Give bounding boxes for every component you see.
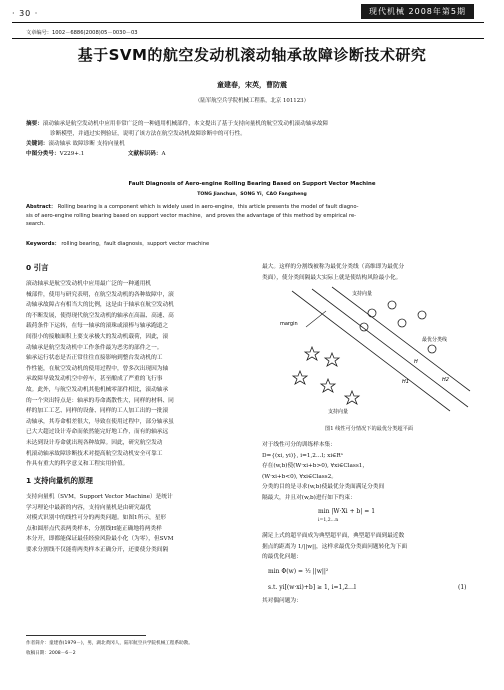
right-para-top (262, 262, 476, 283)
star-point (293, 371, 307, 384)
footnote-received: 收稿日期：2008－6－2 (26, 651, 76, 656)
english-keywords (26, 240, 478, 247)
english-authors: TONG Jianchun，SONG Yi，CAO Fangzheng (197, 192, 307, 197)
english-abstract-line1: Rolling bearing is a component which is widely used in aero-engine，this article presents the model of fault diagno- (57, 204, 359, 210)
english-abstract (26, 203, 478, 229)
text-line: 承故障导致发动机空中停车，甚至酿成了严重的飞行事 (26, 376, 163, 383)
text-line: 的一个突出特点是：轴承的寿命离散性大，同样的材料、同 (26, 397, 174, 404)
keywords-label: 关键词： (26, 141, 49, 147)
class1-stars (293, 347, 359, 404)
text-line: 满足上式的超平面成为典型超平面，典型超平面到最近数 (262, 533, 405, 539)
label-optimal: 最优分类线 (422, 337, 448, 343)
text-line: 已大大超过设计寿命而依然能完好地工作，而有的轴承远 (26, 429, 169, 436)
page-number: · 30 · (12, 9, 39, 18)
article-number: 文章编号：1002－6886(2008)05－0030－03 (26, 30, 138, 36)
abstract-text-1: 滚动轴承是航空发动机中应用非常广泛的一种通用机械部件，本文提出了基于支持向量机的航空发动机滚动轴承故障 (42, 121, 329, 127)
text-line: 动轴承故障占有相当大的比例，这是由于轴承在航空发动机 (26, 302, 174, 309)
figure-caption: 图1 线性可分情况下的最优分类超平面 (325, 426, 413, 432)
english-title: Fault Diagnosis of Aero-engine Rolling Bearing Based on Support Vector Machine (128, 181, 376, 187)
text-line: 的不断发展，使得现代航空发动机的轴承在高温、高速、高 (26, 312, 174, 319)
text-line: 本分开，即都能保证最佳经验风险最小化（为零），但SVM (26, 536, 174, 543)
section-1-body (26, 492, 248, 556)
header-rule (12, 22, 484, 23)
equation-number: (1) (458, 584, 467, 591)
text-line: 动轴承是航空发动机中工作条件最为恶劣的部件之一。 (26, 344, 163, 351)
circle-point (368, 309, 376, 317)
label-sv-top: 支持向量 (352, 291, 373, 297)
text-line: 对于线性可分的训练样本集： (262, 442, 336, 448)
text-line: 支持向量机（SVM，Support Vector Machine）是统计 (26, 494, 173, 500)
text-line: 作具有重大的科学意义和工程实用价值。 (26, 461, 129, 468)
label-h1: H1 (402, 379, 409, 385)
abstract-text-2: 诊断模型，并通过实例验证，说明了该方法在航空发动机故障诊断中的可行性。 (50, 131, 246, 137)
text-line: 最大。这样的分割线被称为最优分类线（高维即为最优分 (262, 264, 405, 270)
english-abstract-line3: search. (26, 221, 45, 227)
paper-title: 基于SVM的航空发动机滚动轴承故障诊断技术研究 (77, 46, 427, 64)
text-line: 的最优化问题： (262, 554, 302, 561)
text-line: (W·xi+b<0), ∀xi∈Class2。 (262, 473, 337, 480)
margin-arrow (306, 311, 326, 327)
text-line: 动轴承，其寿命相差很大，导致在使用过程中，部分轴承虽 (26, 418, 174, 425)
section-1-heading: 1 支持向量机的原理 (26, 476, 93, 485)
text-line: 要求分割线不仅能将两类样本正确分开，还要使分类间隔 (26, 546, 169, 553)
text-line: 未达到设计寿命就出现各种故障。因此，研究航空发动 (26, 439, 163, 446)
class2-circles (360, 301, 436, 353)
dual-problem-text: 其对偶问题为： (262, 598, 302, 604)
doc-code-label: 文献标识码： (127, 151, 162, 157)
text-line: 间很小的接触面积上要支承极大的发动机载荷，因此，滚 (26, 333, 169, 340)
star-point (305, 347, 319, 360)
text-line: 隔最大，并且对(w,b)进行如下约束： (262, 494, 356, 501)
author-list: 童建春，宋英，曹防震 (217, 80, 287, 89)
english-keywords-label: Keywords： (26, 241, 60, 247)
keywords-text: 滚动轴承 故障诊断 支持向量机 (48, 141, 125, 147)
text-line: 类面），使分类间隔最大实际上就是使结构风险最小化。 (262, 274, 402, 281)
equation-objective: min Φ(w) = ½ ||w||² (268, 568, 329, 575)
circle-point (388, 301, 396, 309)
english-keywords-text: rolling bearing，fault diagnosis，support vector machine (61, 241, 210, 247)
equation-constraint: s.t. yi[(w·xi)+b] ≥ 1, i=1,2…l (268, 584, 356, 591)
text-line: 分类的目的是寻求(w,b)使最优分类面满足分类间 (262, 484, 385, 491)
line-h2 (332, 287, 470, 391)
abstract-cn (26, 119, 478, 159)
label-h: H (414, 359, 418, 365)
equation-min-sub: i=1,2…n (318, 518, 339, 523)
affiliation: （陆军航空兵学院机械工程系，北京 101123） (195, 98, 309, 104)
title-rule (12, 38, 484, 39)
label-margin: margin (280, 321, 298, 327)
doc-code-value: A (161, 151, 166, 157)
journal-banner: 现代机械 2008年第5期 (361, 4, 474, 19)
text-line: 载荷条件下运转，在每一轴承的滚珠或滚棒与轴承跑道之 (26, 323, 169, 330)
svm-figure (272, 283, 472, 421)
english-abstract-label: Abstract： (26, 204, 57, 210)
text-line: 点和圆形点代表两类样本，分割线H能正确地将两类样 (26, 525, 162, 532)
text-line: 滚动轴承是航空发动机中应用最广泛的一种通用机 (26, 281, 152, 287)
label-sv-bottom: 支持向量 (328, 409, 349, 415)
classification-label: 中图分类号： (26, 151, 60, 157)
star-point (325, 353, 339, 366)
english-abstract-line2: sis of aero-engine rolling bearing based on support vector machine，and proves the advantage of this method by empirical re- (26, 212, 357, 219)
label-h2: H2 (442, 377, 449, 383)
section-0-heading: 0 引言 (26, 263, 49, 272)
text-line: 对模式识别中的线性可分的两类问题。如图1所示，星形 (26, 515, 167, 522)
text-line: 械部件，使用与研究表明，在航空发动机的各种故障中，滚 (26, 291, 174, 298)
star-point (345, 391, 359, 404)
text-line: D={(xi, yi)}, i=1,2…l; xi∈Rⁿ (262, 452, 344, 459)
star-point (321, 379, 335, 392)
text-line: 学习理论中最新的内容，支持向量机是由研究最优 (26, 504, 152, 511)
text-line: 故。此外，与航空发动机其他机械零部件相比，滚动轴承 (26, 386, 169, 393)
circle-point (398, 319, 406, 327)
circle-point (428, 345, 436, 353)
right-para-mid (262, 440, 476, 504)
classification-value: V229+.1 (59, 151, 85, 157)
text-line: 轴承运行状态是否正常往往直接影响到整台发动机的工 (26, 355, 163, 362)
text-line: 据点的距离为 1/||w||，这样求最优分类面问题转化为下面 (262, 543, 408, 550)
text-line: 机滚动轴承故障诊断技术对提高航空发动机安全可靠工 (26, 450, 163, 457)
text-line: 作性能，在航空发动机的使用过程中，曾多次出现因为轴 (26, 365, 169, 372)
abstract-label: 摘要： (26, 121, 43, 127)
section-0-body (26, 279, 248, 470)
circle-point (418, 311, 426, 319)
footnote-rule (26, 635, 146, 636)
right-para-after (262, 531, 476, 563)
line-h (312, 289, 468, 407)
circle-point (360, 323, 368, 331)
equation-min: min |W·Xi + b| = 1 (318, 508, 376, 515)
footnote-author: 作者简介：童建春(1979－)，男，湖北黄冈人，陆军航空兵学院机械工程系助教。 (26, 641, 193, 646)
text-line: 样的加工工艺、同样的设备、同样的工人加工出的一批滚 (26, 408, 169, 415)
text-line: 存在(w,b)使(W·xi+b>0), ∀xi∈Class1， (262, 463, 369, 470)
